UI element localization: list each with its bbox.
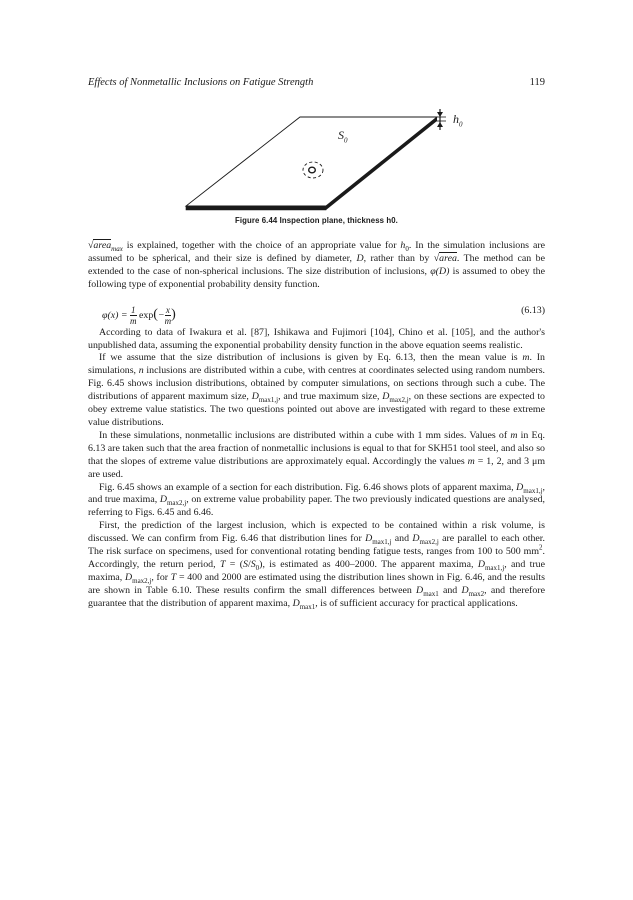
figure-caption: Figure 6.44 Inspection plane, thickness h0. [235, 216, 398, 225]
paragraph: Fig. 6.45 shows an example of a section for each distribution. Fig. 6.46 shows plots of apparent maxima, $D_{max1,j}$, and true maxima, $D_{max2,j}$, on extreme value probability paper. The two previously indicated questions are analysed, referring to Figs. 6.45 and 6.46. [88, 481, 545, 519]
inspection-plane-diagram [150, 108, 490, 218]
paragraph: First, the prediction of the largest inclusion, which is expected to be contained within a risk volume, is discussed. We can confirm from Fig. 6.46 that distribution lines for $D_{max1,j}$ and $D_{max2,j}$ are parallel to each other. The risk surface on specimens, used for conventional rotating bending fatigue tests, ranges from 100 to 500 $mm^2$. Accordingly, the return period, $T = (S/S_0)$, is estimated as 400–2000. The apparent maxima, $D_{max1,j}$, and true maxima, $D_{max2,j}$, for T = 400 and 2000 are estimated using the distribution lines shown in Fig. 6.46, and the results are shown in Table 6.10. These results confirm the small differences between $D_{max1}$ and $D_{max2}$, and therefore guarantee that the distribution of apparent maxima, $D_{max1}$, is of sufficient accuracy for practical applications. [88, 520, 546, 611]
equation-number: (6.13) [521, 304, 545, 316]
paragraph: In these simulations, nonmetallic inclusions are distributed within a cube with 1 mm sides. Values of m in Eq. 6.13 are taken such that the area fraction of nonmetallic inclusions is equal to that for SKH51 tool steel, and also so that the slopes of extreme value distributions are approximately equal. Accordingly the values m = 1, 2, and 3 μm are used. [88, 429, 545, 480]
page-number: 119 [529, 77, 545, 88]
inspection-plane-figure [150, 108, 490, 218]
paragraph: If we assume that the size distribution of inclusions is given by Eq. 6.13, then the mean value is m. In simulations, n inclusions are distributed within a cube, with centres at coordinates selected using random numbers. Fig. 6.45 shows inclusion distributions, obtained by computer simulations, on sections through such a cube. The distributions of apparent maximum size, $D_{max1,j}$, and true maximum size, $D_{max2,j}$, on these sections are expected to obey extreme value statistics. The two questions pointed out above are investigated with regard to these extreme value distributions. [88, 352, 545, 428]
body-text [88, 240, 545, 611]
running-title: Effects of Nonmetallic Inclusions on Fatigue Strength [88, 77, 314, 88]
running-header [88, 77, 545, 88]
h0-label: $h_0$ [453, 112, 463, 129]
equation-6-13 [88, 295, 545, 325]
equation-body: φ(x) = $\frac{1}{m}$ exp(− $\frac{x}{m}$ ) [102, 304, 176, 326]
paragraph: √area$_{max}$ is explained, together with the choice of an appropriate value for $h_0$. In the simulation inclusions are assumed to be spherical, and their size is defined by diameter, D, rather than by √area. The method can be extended to the case of non-spherical inclusions. The size distribution of inclusions, φ(D) is assumed to obey the following type of exponential probability density function. [88, 240, 545, 290]
paragraph: According to data of Iwakura et al. [87], Ishikawa and Fujimori [104], Chino et al. [105], and the author's unpublished data, assuming the exponential probability density function in the above equation seems realistic. [88, 326, 545, 351]
s0-label: $S_0$ [338, 128, 348, 145]
